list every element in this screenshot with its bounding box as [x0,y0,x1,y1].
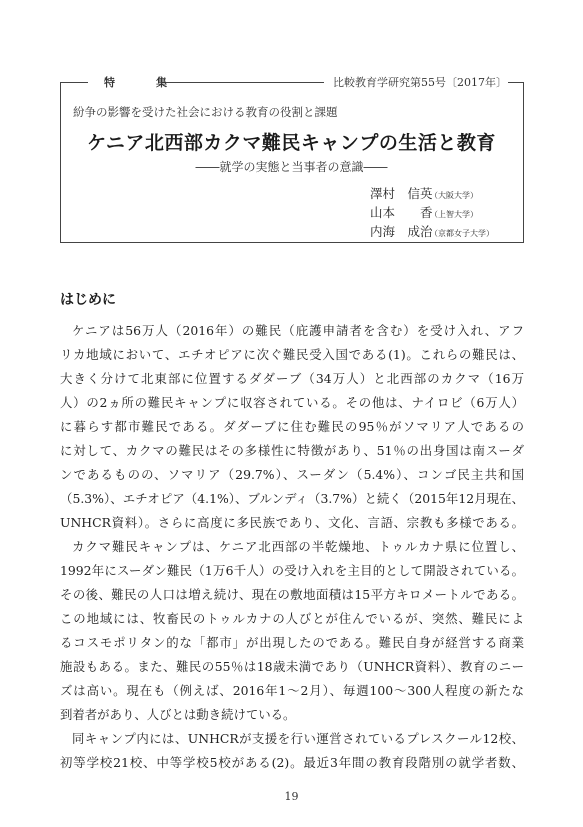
feature-theme: 紛争の影響を受けた社会における教育の役割と課題 [73,105,338,119]
body-line: 施設もある。また、難民の55％は18歳未満であり（UNHCR資料）、教育のニー [60,659,524,674]
body-line: リカ地域において、エチオピアに次ぐ難民受入国である(1)。これらの難民は、 [60,347,524,362]
body-line: 初等学校21校、中等学校5校がある(2)。最近3年間の教育段階別の就学者数、 [60,755,524,770]
author-2 [370,203,478,221]
author-1 [370,184,478,202]
author-name: 内海 成治 [370,224,433,239]
author-3 [370,222,494,240]
feature-label: 特 集 [104,76,182,89]
body-line: 同キャンプ内には、UNHCRが支援を行い運営されているプレスクール12校、 [72,731,524,746]
body-line: に暮らす都市難民である。ダダーブに住む難民の95％がソマリア人であるの [60,419,524,434]
header-rule-middle [162,82,324,83]
author-affiliation: （京都女子大学） [430,229,494,238]
author-affiliation: （上智大学） [430,210,478,219]
author-name: 山本 香 [370,205,433,220]
article-subtitle: ――就学の実態と当事者の意識―― [195,160,388,174]
body-line: 人）の2ヵ所の難民キャンプに収容されている。その他は、ナイロビ（6万人） [60,395,524,410]
page-number: 19 [284,790,299,803]
body-line: ケニアは56万人（2016年）の難民（庇護申請者を含む）を受け入れ、アフ [72,323,524,338]
header-rule-right [508,82,524,83]
body-line: るコスモポリタン的な「都市」が出現したのである。難民自身が経営する商業 [60,635,524,650]
header-rule-left [60,82,88,83]
body-line: UNHCR資料）。さらに高度に多民族であり、文化、言語、宗教も多様である。 [60,515,524,530]
body-line: 到着者があり、人びとは動き続けている。 [60,707,296,722]
body-line: その後、難民の人口は増え続け、現在の敷地面積は15平方キロメートルである。 [60,587,524,602]
author-name: 澤村 信英 [370,186,433,201]
body-line: 大きく分けて北東部に位置するダダーブ（34万人）と北西部のカクマ（16万 [60,371,524,386]
journal-info: 比較教育学研究第55号〔2017年〕 [333,76,507,89]
body-line: （5.3%）、エチオピア（4.1%）、ブルンディ（3.7%）と続く（2015年12月現在、 [60,491,524,506]
section-heading: はじめに [60,292,116,308]
body-line: 1992年にスーダン難民（1万6千人）の受け入れを主目的として開設されている。 [60,563,524,578]
body-line: カクマ難民キャンプは、ケニア北西部の半乾燥地、トゥルカナ県に位置し、 [72,539,524,554]
author-affiliation: （大阪大学） [430,191,478,200]
body-line: この地域には、牧畜民のトゥルカナの人びとが住んでいるが、突然、難民によ [60,611,524,626]
article-title: ケニア北西部カクマ難民キャンプの生活と教育 [87,132,496,154]
body-line: ンであるものの、ソマリア（29.7%）、スーダン（5.4%）、コンゴ民主共和国 [60,467,524,482]
body-line: ズは高い。現在も（例えば、2016年1〜2月）、毎週100〜300人程度の新たな [60,683,524,698]
body-line: に対して、カクマの難民はその多様性に特徴があり、51％の出身国は南スーダ [60,443,524,458]
